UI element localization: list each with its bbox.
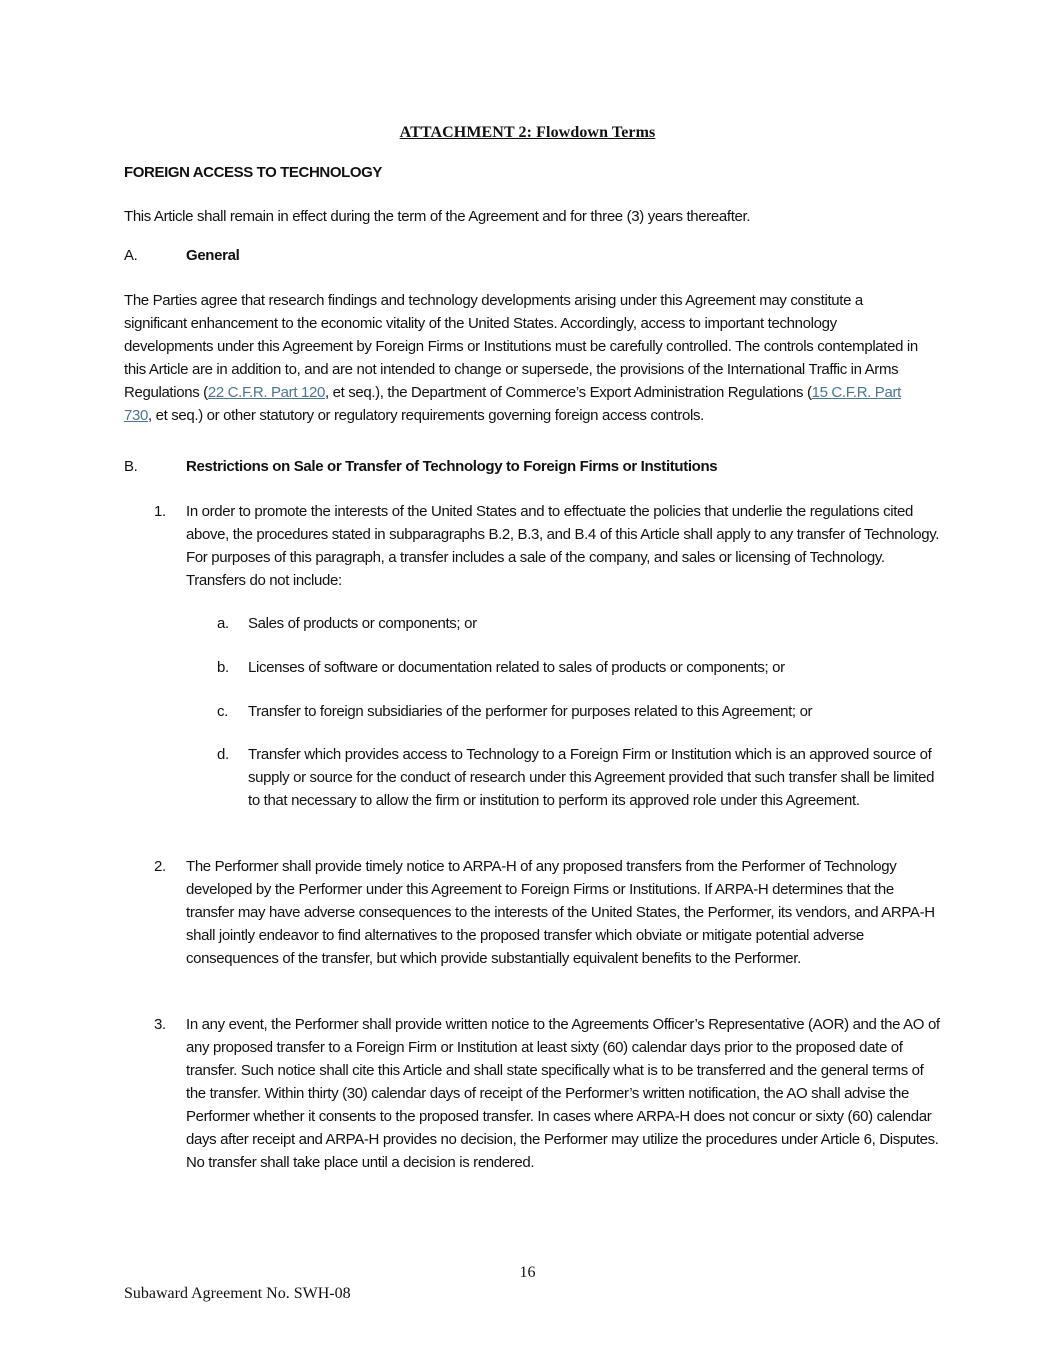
sublist-item-marker: b. bbox=[217, 659, 229, 676]
sublist-item-marker: d. bbox=[217, 746, 229, 763]
sublist-item-b bbox=[217, 656, 944, 679]
cfr-22-part-120-link[interactable]: 22 C.F.R. Part 120 bbox=[207, 384, 325, 401]
sublist-item-text: Licenses of software or documentation related to sales of products or components; or bbox=[248, 659, 785, 676]
list-item-b1 bbox=[154, 500, 944, 592]
section-a-heading bbox=[124, 247, 239, 264]
list-item-text: In order to promote the interests of the United States and to effectuate the policies that underlie the regulations cited above, the procedures stated in subparagraphs B.2, B.3, and B.4 of this Article shall apply to any transfer of Technology. For purposes of this paragraph, a transfer includes a sale of the company, and sales or licensing of Technology. Transfers do not include: bbox=[186, 503, 940, 589]
sublist-item-marker: c. bbox=[217, 703, 228, 720]
sublist-item-text: Transfer to foreign subsidiaries of the performer for purposes related to this Agreement; or bbox=[248, 703, 813, 720]
section-a-title: General bbox=[186, 247, 240, 264]
section-a-paragraph bbox=[124, 289, 924, 427]
list-item-text: In any event, the Performer shall provide written notice to the Agreements Officer’s Representative (AOR) and the AO of any proposed transfer to a Foreign Firm or Institution at least sixty (60) calendar days prior to the proposed date of transfer. Such notice shall cite this Article and shall state specifically what is to be transferred and the general terms of the transfer. Within thirty (30) calendar days of receipt of the Performer’s written notification, the AO shall advise the Performer whether it consents to the proposed transfer. In cases where ARPA-H does not concur or sixty (60) calendar days after receipt and ARPA-H provides no decision, the Performer may utilize the procedures under Article 6, Disputes. No transfer shall take place until a decision is rendered. bbox=[186, 1016, 940, 1171]
sublist-item-c bbox=[217, 700, 944, 723]
sublist-item-text: Sales of products or components; or bbox=[248, 615, 477, 632]
list-item-text: The Performer shall provide timely notice to ARPA-H of any proposed transfers from the Performer of Technology developed by the Performer under this Agreement to Foreign Firms or Institutions. If ARPA-H determines that the transfer may have adverse consequences to the interests of the United States, the Performer, its vendors, and ARPA-H shall jointly endeavor to find alternatives to the proposed transfer which obviate or mitigate potential adverse consequences of the transfer, but which provide substantially equivalent benefits to the Performer. bbox=[186, 858, 935, 967]
section-b-title: Restrictions on Sale or Transfer of Technology to Foreign Firms or Institutions bbox=[186, 458, 718, 475]
list-item-marker: 2. bbox=[154, 858, 166, 875]
intro-paragraph: This Article shall remain in effect during the term of the Agreement and for three (3) years thereafter. bbox=[124, 208, 751, 225]
sublist-item-d bbox=[217, 743, 944, 812]
section-a-text-part1: The Parties agree that research findings and technology developments arising under this Agreement may constitute a significant enhancement to the economic vitality of the United States. Accordingly, access to important technology developments under this Agreement by Foreign Firms or Institutions must be carefully controlled. The controls contemplated in this Article are in addition to, and are not intended to change or supersede, the provisions of the International Traffic in Arms Regulations ( bbox=[124, 292, 918, 401]
sublist-item-a bbox=[217, 612, 944, 635]
section-b-marker: B. bbox=[124, 458, 138, 475]
sublist-item-marker: a. bbox=[217, 615, 229, 632]
section-b-heading bbox=[124, 458, 717, 475]
list-item-marker: 3. bbox=[154, 1016, 166, 1033]
section-heading: FOREIGN ACCESS TO TECHNOLOGY bbox=[124, 164, 382, 181]
list-item-marker: 1. bbox=[154, 503, 166, 520]
section-a-text-part3: , et seq.) or other statutory or regulatory requirements governing foreign access controls. bbox=[147, 407, 704, 424]
attachment-title: ATTACHMENT 2: Flowdown Terms bbox=[399, 124, 656, 141]
list-item-b2 bbox=[154, 855, 944, 970]
sublist-item-text: Transfer which provides access to Technology to a Foreign Firm or Institution which is an approved source of supply or source for the conduct of research under this Agreement provided that such transfer shall be limited to that necessary to allow the firm or institution to perform its approved role under this Agreement. bbox=[248, 746, 935, 809]
list-item-b3 bbox=[154, 1013, 944, 1174]
cfr-15-part-730-link[interactable]: 15 C.F.R. Part 730 bbox=[124, 384, 901, 424]
section-a-text-part2: , et seq.), the Department of Commerce’s Export Administration Regulations ( bbox=[324, 384, 812, 401]
page-number: 16 bbox=[519, 1264, 536, 1281]
section-a-marker: A. bbox=[124, 247, 138, 264]
footer-agreement-number: Subaward Agreement No. SWH-08 bbox=[124, 1285, 351, 1302]
